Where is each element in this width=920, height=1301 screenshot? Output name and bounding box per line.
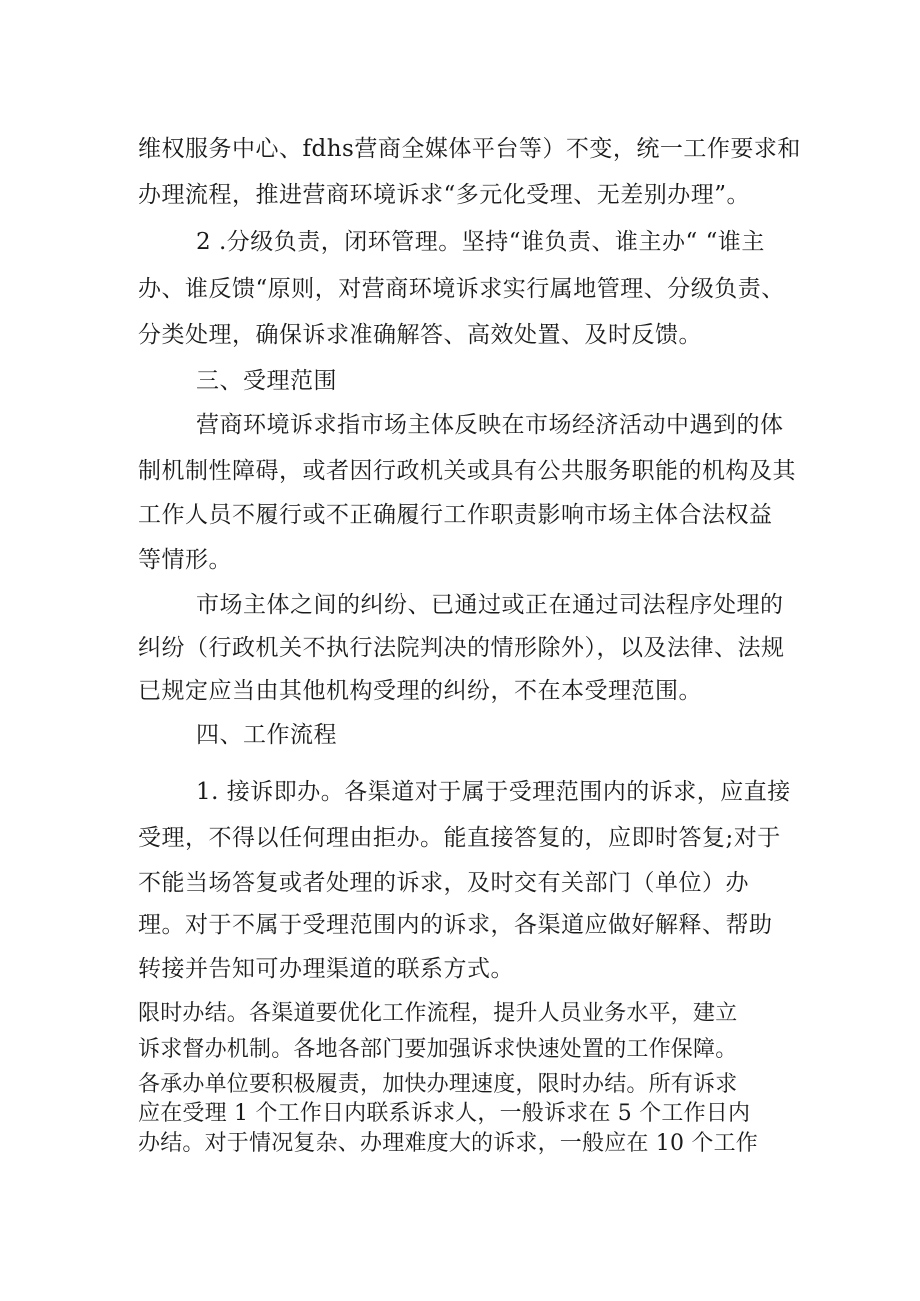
text-line: 应在受理 1 个工作日内联系诉求人，一般诉求在 5 个工作日内 [138, 1101, 751, 1126]
text-line: 营商环境诉求指市场主体反映在市场经济活动中遇到的体 [196, 412, 784, 438]
text-line: 工作人员不履行或不正确履行工作职责影响市场主体合法权益 [138, 502, 773, 528]
text-line: 限时办结。各渠道要优化工作流程，提升人员业务水平，建立 [138, 1001, 738, 1026]
text-line: 等情形。 [138, 547, 232, 573]
text-line: 2 .分级负责，闭环管理。坚持“谁负责、谁主办“ “谁主 [196, 229, 765, 255]
text-line: 办结。对于情况复杂、办理难度大的诉求，一般应在 10 个工作 [138, 1131, 758, 1156]
text-line: 制机制性障碍，或者因行政机关或具有公共服务职能的机构及其 [138, 458, 796, 484]
section-heading: 三、受理范围 [196, 368, 337, 394]
text-line: 分类处理，确保诉求准确解答、高效处置、及时反馈。 [138, 322, 702, 348]
text-line: 纠纷（行政机关不执行法院判决的情形除外），以及法律、法规 [138, 635, 785, 661]
text-line: 诉求督办机制。各地各部门要加强诉求快速处置的工作保障。 [138, 1037, 738, 1062]
text-line: 受理，不得以任何理由拒办。能直接答复的，应即时答复;对于 [138, 825, 781, 851]
text-line: 理。对于不属于受理范围内的诉求，各渠道应做好解释、帮助 [138, 912, 773, 938]
text-line: 1. 接诉即办。各渠道对于属于受理范围内的诉求，应直接 [196, 779, 791, 805]
text-line: 维权服务中心、fdhs营商全媒体平台等）不变，统一工作要求和 [138, 136, 801, 162]
text-line: 办、谁反馈“原则，对营商环境诉求实行属地管理、分级负责、 [138, 276, 785, 302]
text-line: 市场主体之间的纠纷、已通过或正在通过司法程序处理的 [196, 592, 784, 618]
text-line: 不能当场答复或者处理的诉求，及时交有关部门（单位）办 [138, 870, 749, 896]
text-line: 办理流程，推进营商环境诉求“多元化受理、无差别办理”。 [138, 182, 751, 208]
text-line: 各承办单位要积极履责，加快办理速度，限时办结。所有诉求 [138, 1072, 738, 1097]
text-line: 已规定应当由其他机构受理的纠纷，不在本受理范围。 [138, 678, 702, 704]
text-line: 转接并告知可办理渠道的联系方式。 [138, 956, 514, 982]
section-heading: 四、工作流程 [196, 722, 337, 748]
